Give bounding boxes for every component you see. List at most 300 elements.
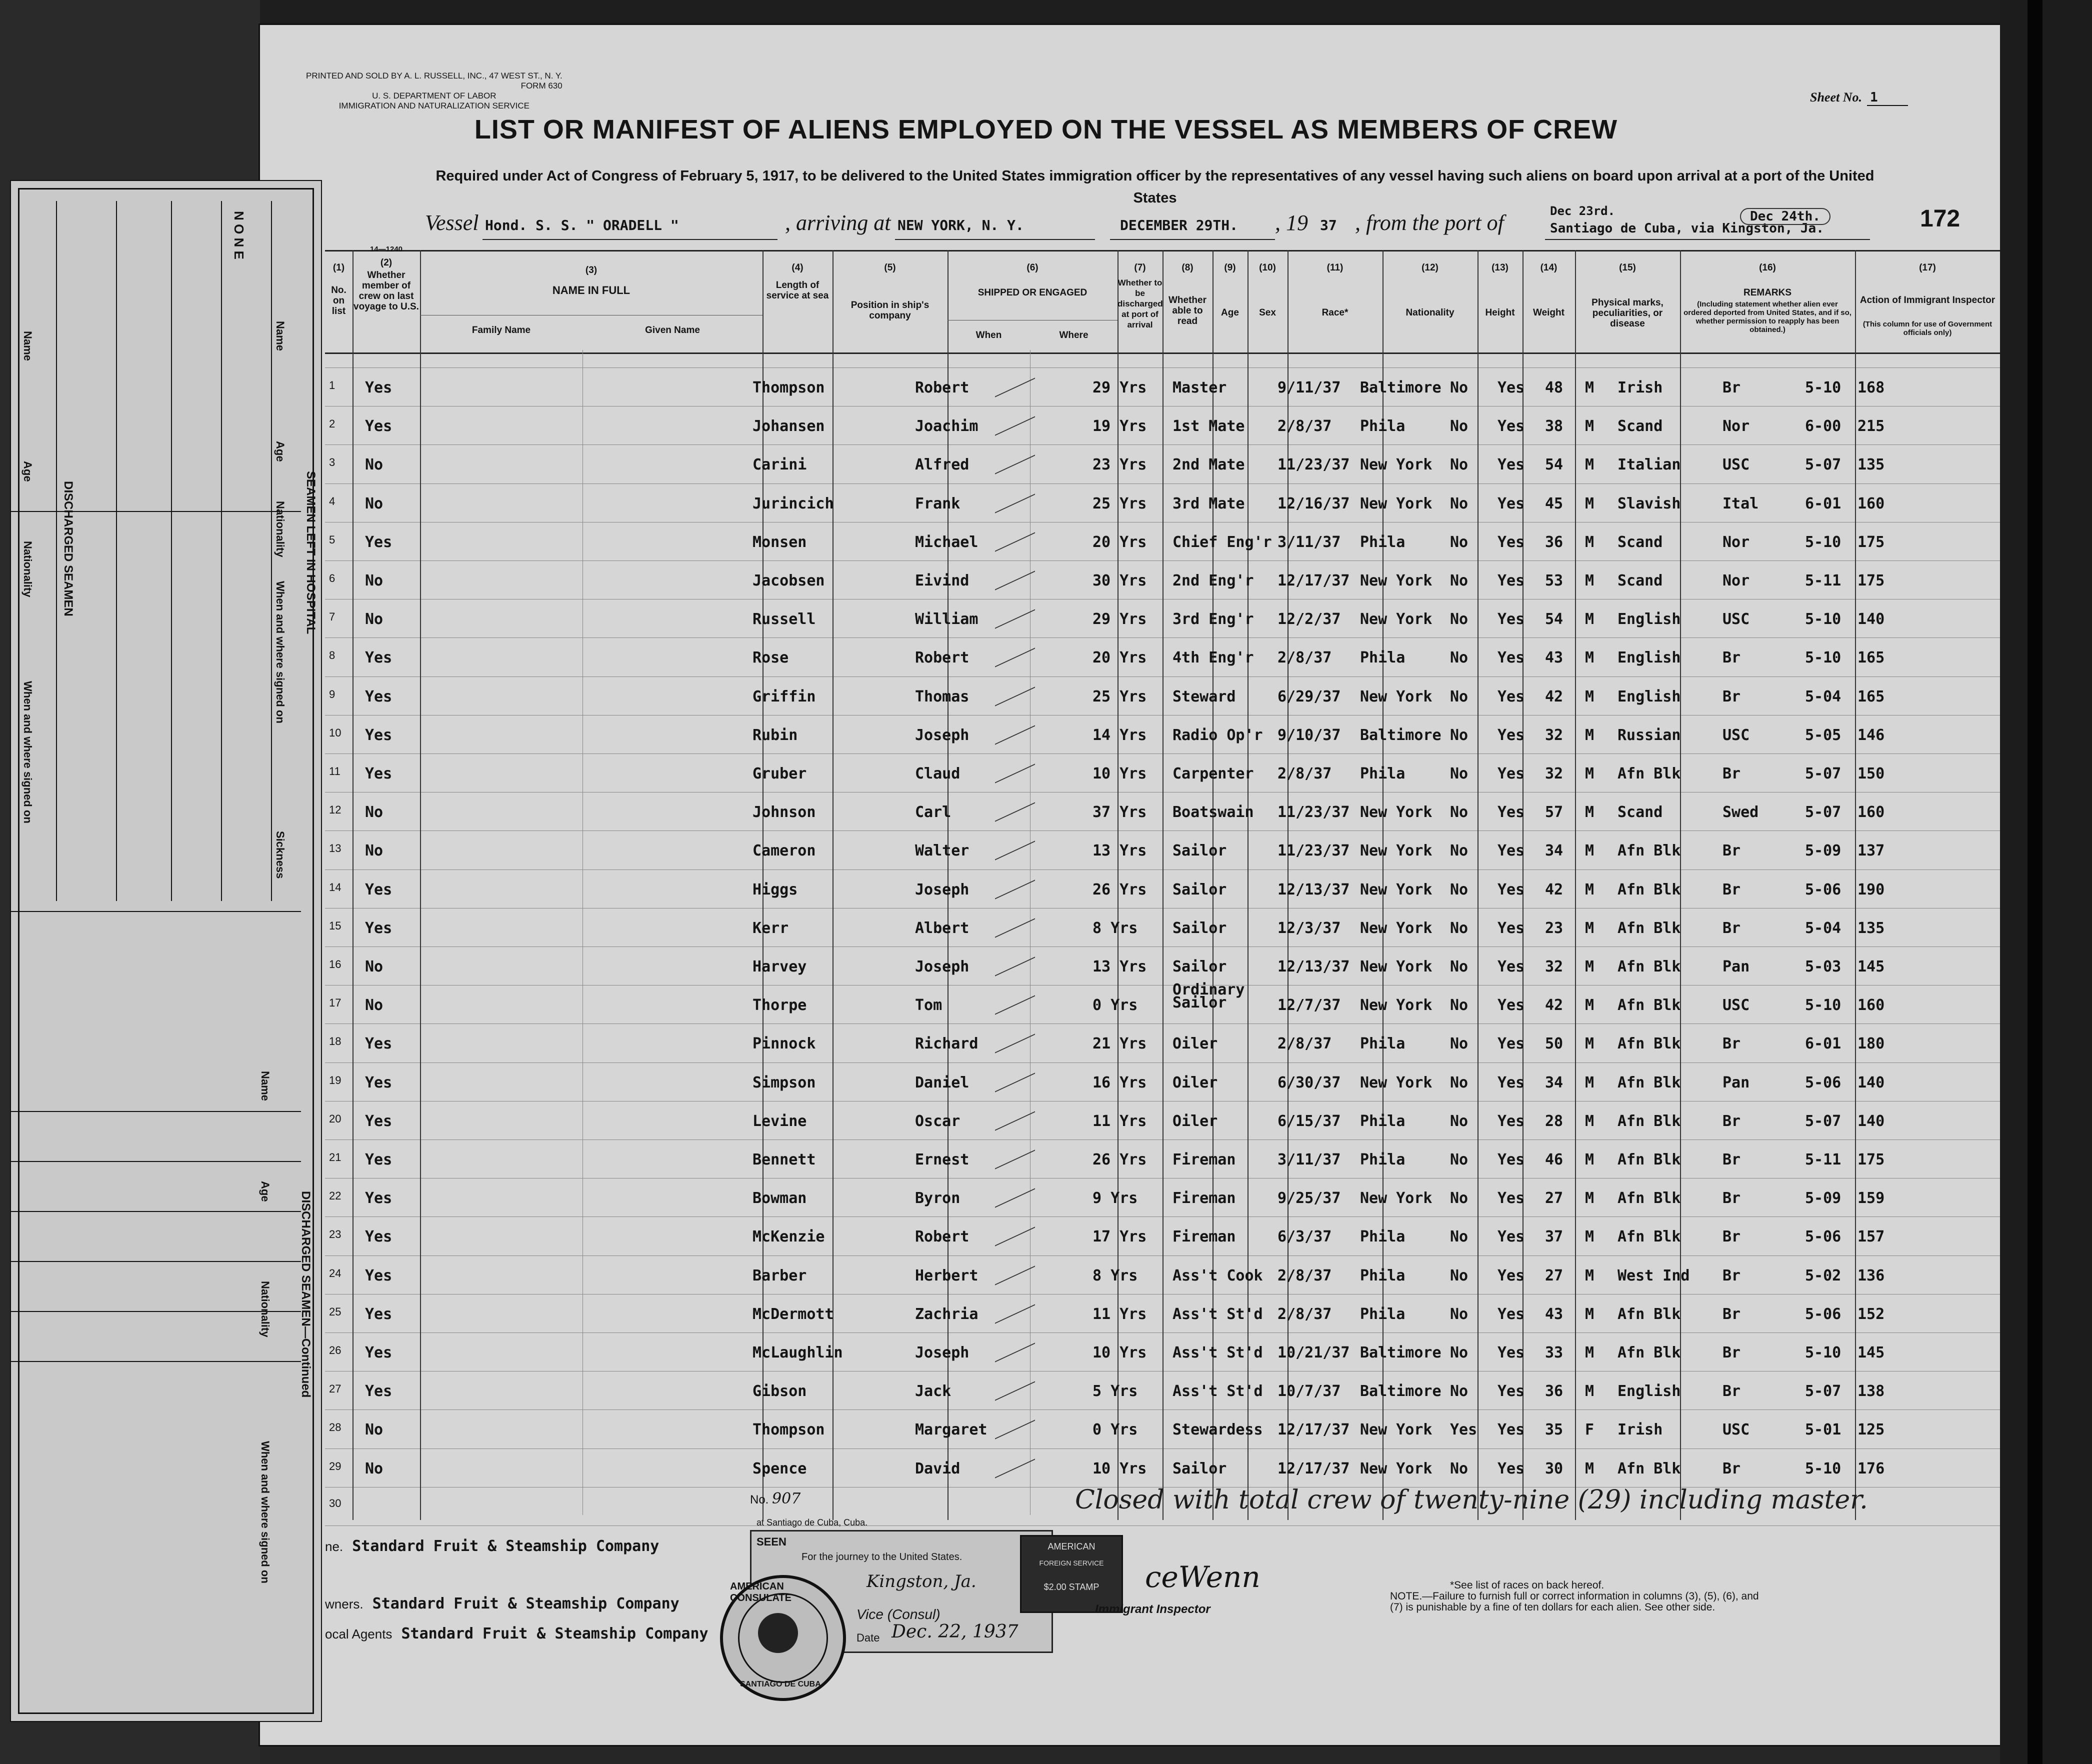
cell-nationality: USC: [1722, 996, 1750, 1014]
cell-when: 6/29/37: [1278, 688, 1341, 706]
race-note: [1390, 1580, 1759, 1613]
cell-given: Byron: [915, 1190, 960, 1208]
cell-given: Joseph: [915, 880, 970, 898]
cell-position: Carpenter: [1172, 765, 1254, 782]
cell-sex: M: [1585, 804, 1594, 822]
cell-discharge: No: [1450, 379, 1468, 396]
cell-read: Yes: [1498, 1460, 1525, 1478]
cell-family: Thorpe: [752, 996, 807, 1014]
cell-age: 33: [1545, 1344, 1564, 1362]
cell-where: Baltimore: [1360, 1344, 1442, 1362]
cell-no: 26: [329, 1344, 342, 1356]
cell-read: Yes: [1498, 996, 1525, 1014]
lp-when-header: When and where signed on: [274, 581, 286, 724]
cell-position: Sailor: [1172, 842, 1227, 860]
cell-no: 11: [329, 765, 340, 778]
cell-position: 3rd Mate: [1172, 494, 1245, 512]
cell-last: Yes: [365, 880, 392, 898]
cell-where: New York: [1360, 804, 1432, 822]
cell-family: Johnson: [752, 804, 816, 822]
cell-height: 5-10: [1805, 996, 1842, 1014]
cell-weight: 168: [1858, 379, 1885, 396]
col4-header: Length of service at sea: [766, 280, 829, 301]
cell-where: Phila: [1360, 1112, 1406, 1130]
cell-when: 12/7/37: [1278, 996, 1341, 1014]
table-row: [325, 447, 2000, 485]
cell-when: 12/17/37: [1278, 572, 1350, 590]
cell-age: 27: [1545, 1266, 1564, 1284]
cell-weight: 136: [1858, 1266, 1885, 1284]
cell-when: 2/8/37: [1278, 1035, 1332, 1053]
cell-weight: 157: [1858, 1228, 1885, 1246]
cell-age: 35: [1545, 1421, 1564, 1439]
cell-read: Yes: [1498, 533, 1525, 551]
cell-race: Italian: [1618, 456, 1681, 474]
cell-read: Yes: [1498, 610, 1525, 628]
cell-weight: 159: [1858, 1190, 1885, 1208]
col3-family-header: Family Name: [472, 325, 531, 336]
cell-age: 57: [1545, 804, 1564, 822]
cell-last: Yes: [365, 1112, 392, 1130]
cell-last: No: [365, 1421, 384, 1439]
cell-discharge: No: [1450, 1190, 1468, 1208]
cell-nationality: Swed: [1722, 804, 1759, 822]
cell-age: 42: [1545, 688, 1564, 706]
cell-weight: 180: [1858, 1035, 1885, 1053]
inspector-label: Immigrant Inspector: [1095, 1602, 1210, 1616]
master-label: ne.: [325, 1539, 344, 1554]
table-row: [325, 1296, 2000, 1334]
cell-sex: M: [1585, 1035, 1594, 1053]
cell-height: 5-10: [1805, 379, 1842, 396]
cell-when: 12/13/37: [1278, 958, 1350, 976]
cell-service: 11 Yrs: [1092, 1112, 1147, 1130]
cell-when: 12/17/37: [1278, 1460, 1350, 1478]
cell-last: Yes: [365, 533, 392, 551]
cell-discharge: No: [1450, 726, 1468, 744]
col14-num: (14): [1540, 262, 1558, 273]
cell-discharge: No: [1450, 1151, 1468, 1168]
cell-race: Scand: [1618, 533, 1663, 551]
date-label: Date: [856, 1632, 880, 1644]
sheet-number: [1810, 90, 1908, 105]
cell-service: 10 Yrs: [1092, 765, 1147, 782]
cell-service: 37 Yrs: [1092, 804, 1147, 822]
cell-given: Claud: [915, 765, 960, 782]
cell-position: Steward: [1172, 688, 1236, 706]
col1-num: (1): [332, 262, 345, 273]
cell-when: 9/10/37: [1278, 726, 1341, 744]
cell-nationality: Br: [1722, 649, 1741, 667]
cell-race: Scand: [1618, 418, 1663, 436]
cell-sex: F: [1585, 1421, 1594, 1439]
cell-race: Afn Blk: [1618, 1074, 1681, 1092]
cell-read: Yes: [1498, 379, 1525, 396]
cell-given: Richard: [915, 1035, 978, 1053]
cell-weight: 150: [1858, 765, 1885, 782]
cell-read: Yes: [1498, 649, 1525, 667]
lp-nationality-header-2: Nationality: [22, 541, 34, 598]
cell-read: Yes: [1498, 1305, 1525, 1323]
cell-given: Walter: [915, 842, 970, 860]
cell-discharge: No: [1450, 649, 1468, 667]
cell-no: 12: [329, 804, 342, 816]
col3-given-header: Given Name: [645, 325, 700, 336]
table-row: [325, 718, 2000, 756]
col8-header: Whether able to read: [1168, 295, 1206, 326]
cell-last: Yes: [365, 649, 392, 667]
cell-position: Ass't St'd: [1172, 1382, 1263, 1400]
cell-service: 19 Yrs: [1092, 418, 1147, 436]
cell-last: No: [365, 456, 384, 474]
printer-line-2: FORM 630: [520, 81, 562, 90]
cell-read: Yes: [1498, 1344, 1525, 1362]
cell-where: New York: [1360, 996, 1432, 1014]
cell-discharge: No: [1450, 610, 1468, 628]
cell-read: Yes: [1498, 765, 1525, 782]
consular-number-value: 907: [772, 1490, 801, 1508]
cell-read: Yes: [1498, 1421, 1525, 1439]
year-prefix: , 19: [1275, 210, 1308, 235]
col13-header: Height: [1485, 308, 1515, 318]
cell-family: Bowman: [752, 1190, 807, 1208]
cell-family: Jacobsen: [752, 572, 825, 590]
cell-position: Radio Op'r: [1172, 726, 1263, 744]
cell-race: Afn Blk: [1618, 919, 1681, 937]
table-row: [325, 756, 2000, 794]
table-row: [325, 872, 2000, 910]
col3-num: (3): [585, 265, 598, 276]
cell-last: No: [365, 572, 384, 590]
cell-when: 9/11/37: [1278, 379, 1341, 396]
lp-when-header-3: When and where signed on: [259, 1441, 272, 1584]
cell-weight: 190: [1858, 880, 1885, 898]
cell-discharge: No: [1450, 494, 1468, 512]
col9-header: Age: [1221, 308, 1239, 318]
cell-height: 5-11: [1805, 572, 1842, 590]
circled-date: Dec 24th.: [1740, 208, 1830, 225]
cell-race: English: [1618, 649, 1681, 667]
col5-num: (5): [884, 262, 896, 273]
cell-sex: M: [1585, 1344, 1594, 1362]
cell-age: 23: [1545, 919, 1564, 937]
lp-nationality-header-3: Nationality: [259, 1281, 272, 1338]
cell-last: Yes: [365, 726, 392, 744]
col17-num: (17): [1919, 262, 1936, 273]
revenue-stamp-bottom: $2.00 STAMP: [1044, 1582, 1100, 1592]
cell-age: 32: [1545, 726, 1564, 744]
cell-last: Yes: [365, 1151, 392, 1168]
vessel-underline: [482, 239, 778, 240]
cell-weight: 165: [1858, 688, 1885, 706]
cell-height: 5-07: [1805, 1382, 1842, 1400]
cell-service: 29 Yrs: [1092, 610, 1147, 628]
cell-no: 18: [329, 1035, 342, 1048]
cell-height: 5-10: [1805, 1460, 1842, 1478]
cell-where: Phila: [1360, 1228, 1406, 1246]
cell-race: Afn Blk: [1618, 1305, 1681, 1323]
cell-race: Afn Blk: [1618, 842, 1681, 860]
table-row: [325, 1412, 2000, 1450]
sheet-value: 1: [1867, 90, 1908, 106]
col1-header: No. on list: [331, 285, 346, 316]
cell-race: Afn Blk: [1618, 958, 1681, 976]
cell-nationality: Br: [1722, 1151, 1741, 1168]
table-row: [325, 794, 2000, 832]
revenue-stamp-top: AMERICAN: [1048, 1542, 1096, 1552]
cell-discharge: No: [1450, 688, 1468, 706]
cell-when: 12/16/37: [1278, 494, 1350, 512]
cell-last: Yes: [365, 1266, 392, 1284]
cell-given: Oscar: [915, 1112, 960, 1130]
col12-header: Nationality: [1406, 308, 1454, 318]
cell-discharge: No: [1450, 533, 1468, 551]
cell-height: 5-09: [1805, 842, 1842, 860]
cell-nationality: Nor: [1722, 572, 1750, 590]
name-sub-line: [420, 315, 762, 316]
cell-family: Cameron: [752, 842, 816, 860]
cell-read: Yes: [1498, 1228, 1525, 1246]
cell-last: Yes: [365, 1190, 392, 1208]
cell-family: Monsen: [752, 533, 807, 551]
cell-when: 10/21/37: [1278, 1344, 1350, 1362]
table-row: [325, 486, 2000, 524]
col15-header: Physical marks, peculiarities, or disease: [1592, 298, 1664, 329]
table-row: [325, 1065, 2000, 1103]
cell-read: Yes: [1498, 1035, 1525, 1053]
consular-number-label: No.: [750, 1493, 769, 1506]
cell-service: 8 Yrs: [1092, 919, 1138, 937]
cell-sex: M: [1585, 1112, 1594, 1130]
cell-race: English: [1618, 688, 1681, 706]
page-number: 172: [1920, 206, 1960, 232]
journey-label: For the journey to the United States.: [802, 1552, 962, 1562]
cell-last: Yes: [365, 1035, 392, 1053]
cell-service: 30 Yrs: [1092, 572, 1147, 590]
cell-age: 42: [1545, 996, 1564, 1014]
cell-no: 21: [329, 1151, 342, 1164]
cell-weight: 145: [1858, 1344, 1885, 1362]
cell-age: 28: [1545, 1112, 1564, 1130]
cell-family: Bennett: [752, 1151, 816, 1168]
cell-discharge: Yes: [1450, 1421, 1478, 1439]
cell-when: 11/23/37: [1278, 456, 1350, 474]
cell-discharge: No: [1450, 1266, 1468, 1284]
cell-race: Afn Blk: [1618, 1344, 1681, 1362]
cell-age: 43: [1545, 649, 1564, 667]
cell-nationality: Pan: [1722, 958, 1750, 976]
cell-last: Yes: [365, 1228, 392, 1246]
cell-read: Yes: [1498, 1382, 1525, 1400]
cell-family: McDermott: [752, 1305, 834, 1323]
cell-last: Yes: [365, 919, 392, 937]
cell-no: 7: [329, 610, 336, 624]
cell-nationality: Br: [1722, 880, 1741, 898]
sheet-label: Sheet No.: [1810, 90, 1862, 104]
cell-service: 23 Yrs: [1092, 456, 1147, 474]
cell-age: 54: [1545, 610, 1564, 628]
col8-num: (8): [1182, 262, 1194, 273]
cell-family: Simpson: [752, 1074, 816, 1092]
cell-race: Afn Blk: [1618, 1190, 1681, 1208]
table-row: [325, 1451, 2000, 1489]
cell-service: 20 Yrs: [1092, 533, 1147, 551]
cell-weight: 175: [1858, 533, 1885, 551]
cell-where: Phila: [1360, 418, 1406, 436]
cell-no: 25: [329, 1305, 342, 1318]
cell-family: McLaughlin: [752, 1344, 843, 1362]
cell-sex: M: [1585, 572, 1594, 590]
master-line: [325, 1538, 659, 1555]
cell-race: Afn Blk: [1618, 1035, 1681, 1053]
from-label: , from the port of: [1355, 210, 1504, 235]
cell-height: 5-06: [1805, 1074, 1842, 1092]
lp-row-line-4: [11, 1161, 301, 1162]
cell-service: 14 Yrs: [1092, 726, 1147, 744]
cell-race: Russian: [1618, 726, 1681, 744]
cell-family: McKenzie: [752, 1228, 825, 1246]
cell-last: Yes: [365, 688, 392, 706]
table-row: [325, 640, 2000, 678]
cell-nationality: Br: [1722, 379, 1741, 396]
cell-service: 29 Yrs: [1092, 379, 1147, 396]
cell-no: 24: [329, 1266, 342, 1280]
consulate-seal: [720, 1575, 846, 1701]
cell-nationality: Br: [1722, 1382, 1741, 1400]
cell-no: 8: [329, 649, 336, 662]
lp-row-line-8: [11, 1361, 301, 1362]
cell-given: Frank: [915, 494, 960, 512]
col2-num: (2): [380, 258, 392, 268]
cell-height: 5-10: [1805, 610, 1842, 628]
lp-row-line-2: [11, 911, 301, 912]
cell-sex: M: [1585, 958, 1594, 976]
cell-service: 13 Yrs: [1092, 958, 1147, 976]
cell-age: 36: [1545, 1382, 1564, 1400]
cell-service: 5 Yrs: [1092, 1382, 1138, 1400]
cell-discharge: No: [1450, 1460, 1468, 1478]
cell-last: Yes: [365, 1305, 392, 1323]
cell-discharge: No: [1450, 1112, 1468, 1130]
cell-age: 32: [1545, 958, 1564, 976]
cell-age: 50: [1545, 1035, 1564, 1053]
page-subtitle: Required under Act of Congress of February 5, 1917, to be delivered to the United States immigration officer by the representatives of any vessel having such aliens on board upon arrival at a port of the United States: [436, 168, 1874, 206]
cell-height: 5-10: [1805, 533, 1842, 551]
arrival-date: DECEMBER 29TH.: [1120, 217, 1238, 234]
lp-col-line-2: [116, 201, 117, 901]
discharged-label: DISCHARGED SEAMEN: [62, 481, 75, 616]
cell-given: Robert: [915, 1228, 970, 1246]
page-title: LIST OR MANIFEST OF ALIENS EMPLOYED ON THE VESSEL AS MEMBERS OF CREW: [474, 114, 1618, 144]
cell-age: 34: [1545, 842, 1564, 860]
cell-given: Joseph: [915, 726, 970, 744]
lp-sickness-header: Sickness: [274, 831, 286, 879]
cell-sex: M: [1585, 880, 1594, 898]
cell-no: 16: [329, 958, 342, 970]
cell-given: Daniel: [915, 1074, 970, 1092]
cell-weight: 135: [1858, 919, 1885, 937]
cell-no: 20: [329, 1112, 342, 1125]
cell-weight: 146: [1858, 726, 1885, 744]
lp-age-header: Age: [274, 441, 286, 462]
col11-num: (11): [1326, 262, 1344, 273]
cell-no: 6: [329, 572, 336, 584]
cell-last: No: [365, 610, 384, 628]
cell-family: Russell: [752, 610, 816, 628]
cell-weight: 160: [1858, 804, 1885, 822]
cell-sex: M: [1585, 1228, 1594, 1246]
cell-given: William: [915, 610, 978, 628]
cell-discharge: No: [1450, 456, 1468, 474]
col10-num: (10): [1259, 262, 1276, 273]
cell-sex: M: [1585, 494, 1594, 512]
cell-age: 32: [1545, 765, 1564, 782]
cell-sex: M: [1585, 649, 1594, 667]
cell-discharge: No: [1450, 572, 1468, 590]
cell-service: 0 Yrs: [1092, 1421, 1138, 1439]
cell-no: 9: [329, 688, 336, 700]
cell-race: Afn Blk: [1618, 1112, 1681, 1130]
table-row: [325, 1219, 2000, 1257]
cell-when: 11/23/37: [1278, 842, 1350, 860]
cell-position: Master: [1172, 379, 1227, 396]
cell-no: 23: [329, 1228, 342, 1241]
cell-sex: M: [1585, 1190, 1594, 1208]
agents-value: Standard Fruit & Steamship Company: [401, 1625, 708, 1642]
cell-sex: M: [1585, 919, 1594, 937]
cell-sex: M: [1585, 842, 1594, 860]
cell-given: Margaret: [915, 1421, 988, 1439]
cell-where: Phila: [1360, 649, 1406, 667]
cell-where: Baltimore: [1360, 379, 1442, 396]
cell-service: 17 Yrs: [1092, 1228, 1147, 1246]
cell-nationality: Br: [1722, 1460, 1741, 1478]
cell-sex: M: [1585, 996, 1594, 1014]
cell-where: New York: [1360, 1460, 1432, 1478]
cell-nationality: Br: [1722, 1112, 1741, 1130]
col14-header: Weight: [1533, 308, 1564, 318]
cell-family: Thompson: [752, 379, 825, 396]
handwritten-note: Closed with total crew of twenty-nine (29) including master.: [1075, 1485, 1868, 1515]
table-row: [325, 1026, 2000, 1064]
cell-nationality: USC: [1722, 610, 1750, 628]
cell-weight: 137: [1858, 842, 1885, 860]
cell-height: 5-06: [1805, 1305, 1842, 1323]
cell-race: English: [1618, 1382, 1681, 1400]
cell-race: Afn Blk: [1618, 1228, 1681, 1246]
seal-bottom-text: SANTIAGO DE CUBA: [740, 1680, 821, 1688]
cell-discharge: No: [1450, 804, 1468, 822]
vessel-value: Hond. S. S. " ORADELL ": [485, 217, 679, 234]
cell-sex: M: [1585, 1074, 1594, 1092]
race-note-2: NOTE.—Failure to furnish full or correct information in columns (3), (5), (6), and: [1390, 1590, 1759, 1602]
cell-service: 0 Yrs: [1092, 996, 1138, 1014]
cell-weight: 138: [1858, 1382, 1885, 1400]
cell-weight: 145: [1858, 958, 1885, 976]
cell-nationality: USC: [1722, 1421, 1750, 1439]
cell-position: Oiler: [1172, 1074, 1218, 1092]
cell-sex: M: [1585, 1460, 1594, 1478]
revenue-stamp: [1020, 1535, 1123, 1613]
cell-no: 13: [329, 842, 342, 855]
consul-place: Kingston, Ja.: [866, 1572, 976, 1592]
cell-last: No: [365, 804, 384, 822]
printer-line-3: U. S. DEPARTMENT OF LABOR: [372, 91, 496, 100]
cell-service: 26 Yrs: [1092, 880, 1147, 898]
cell-weight: 160: [1858, 494, 1885, 512]
lp-col-line-1: [56, 201, 57, 901]
cell-race: Afn Blk: [1618, 1151, 1681, 1168]
